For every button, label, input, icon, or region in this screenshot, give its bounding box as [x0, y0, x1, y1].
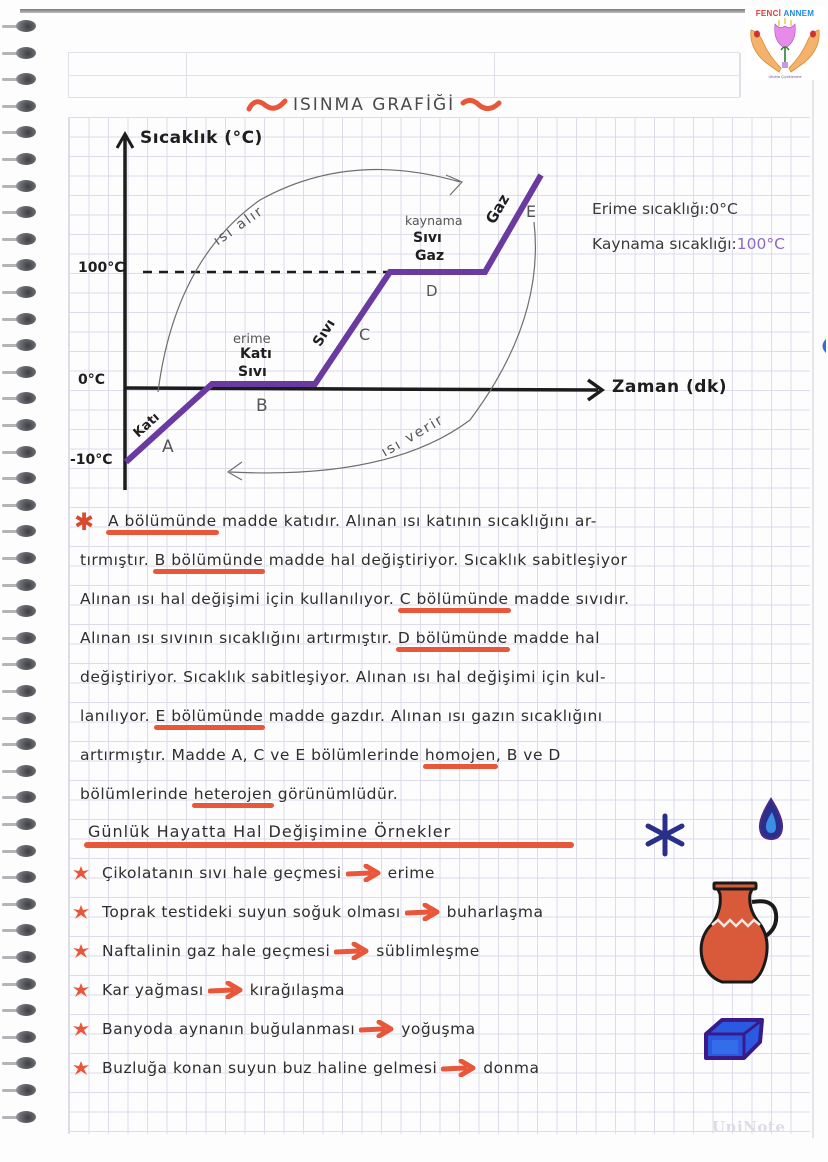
list-item: Buzluğa konan suyun buz haline gelmesi donma: [72, 1053, 540, 1083]
x-axis-label: Zaman (dk): [612, 377, 728, 397]
clay-jug-icon: [692, 880, 784, 988]
spiral-ring: [2, 871, 36, 884]
spiral-hole: [16, 924, 36, 936]
highlight-underline: B bölümünde: [154, 551, 264, 569]
paragraph-line: A bölümünde madde katıdır. Alınan ısı katının sıcaklığını ar-: [108, 512, 597, 530]
spiral-ring: [2, 552, 36, 565]
spiral-hole: [16, 1111, 36, 1123]
x-axis: [125, 388, 598, 390]
spiral-ring: [2, 605, 36, 618]
highlight-underline: homojen: [424, 746, 496, 764]
spiral-ring: [2, 845, 36, 858]
spiral-hole: [16, 658, 36, 670]
highlight-underline: heterojen: [193, 785, 273, 803]
segment-b-note: erime: [233, 332, 271, 347]
spiral-hole: [16, 738, 36, 750]
list-item: Banyoda aynanın buğulanması yoğuşma: [72, 1014, 476, 1044]
segment-e-letter: E: [526, 202, 537, 221]
segment-e-state: Gaz: [481, 191, 514, 227]
spiral-ring: [2, 632, 36, 645]
melting-point-label: Erime sıcaklığı:: [592, 200, 710, 218]
spiral-ring: [2, 1084, 36, 1097]
segment-a-state: Katı: [130, 410, 163, 441]
list-item: Kar yağması kırağılaşma: [72, 975, 345, 1005]
spiral-hole: [16, 579, 36, 591]
heat-absorb-label: ısı alır: [210, 202, 268, 250]
boiling-point-value: 100°C: [736, 235, 785, 253]
spiral-ring: [2, 1031, 36, 1044]
spiral-hole: [16, 951, 36, 963]
edge-mark-icon: [818, 338, 828, 354]
spiral-ring: [2, 791, 36, 804]
paragraph-line: değiştiriyor. Sıcaklık sabitleşiyor. Alınan ısı hal değişimi için kul-: [80, 668, 607, 686]
paragraph-line: bölümlerinde heterojen görünümlüdür.: [80, 785, 399, 803]
spiral-hole: [16, 499, 36, 511]
spiral-ring: [2, 898, 36, 911]
paragraph-line: artırmıştır. Madde A, C ve E bölümlerinde homojen, B ve D: [80, 746, 561, 764]
list-item: Naftalinin gaz hale geçmesi süblimleşme: [72, 936, 480, 966]
spiral-ring: [2, 924, 36, 937]
segment-d-state-2: Gaz: [415, 248, 445, 264]
heating-curve-line: [126, 175, 541, 462]
logo-title: FENCİ ANNEM: [755, 9, 815, 18]
spiral-hole: [16, 525, 36, 537]
spiral-hole: [16, 685, 36, 697]
spiral-ring: [2, 658, 36, 671]
arrow-right-icon: [346, 864, 382, 882]
spiral-hole: [16, 1031, 36, 1043]
spiral-hole: [16, 978, 36, 990]
examples-heading: Günlük Hayatta Hal Değişimine Örnekler: [88, 822, 452, 841]
paragraph-line: Alınan ısı hal değişimi için kullanılıyor. C bölümünde madde sıvıdır.: [80, 590, 630, 608]
spiral-hole: [16, 1057, 36, 1069]
star-bullet-icon: [72, 1060, 90, 1076]
melting-point-value: 0°C: [709, 200, 738, 218]
boiling-point-note: [592, 235, 785, 253]
melting-point-note: [592, 200, 738, 218]
spiral-hole: [16, 632, 36, 644]
paragraph-line: Alınan ısı sıvının sıcaklığını artırmıştır. D bölümünde madde hal: [80, 629, 601, 647]
highlight-underline: C bölümünde: [399, 590, 509, 608]
spiral-ring: [2, 818, 36, 831]
spiral-hole: [16, 765, 36, 777]
spiral-ring: [2, 1004, 36, 1017]
tick-neg10: -10°C: [70, 452, 113, 468]
watermark: UniNote: [712, 1118, 786, 1136]
spiral-ring: [2, 1111, 36, 1124]
paragraph-line: tırmıştır. B bölümünde madde hal değiştiriyor. Sıcaklık sabitleşiyor: [80, 551, 628, 569]
spiral-ring: [2, 712, 36, 725]
logo-subtitle: Ufukta Çiçeklenme: [768, 75, 802, 79]
examples-heading-underline: [84, 842, 574, 848]
spiral-ring: [2, 685, 36, 698]
spiral-hole: [16, 552, 36, 564]
spiral-hole: [16, 712, 36, 724]
segment-a-letter: A: [162, 437, 174, 457]
ice-cube-icon: [700, 1012, 766, 1062]
y-axis-label: Sıcaklık (°C): [140, 128, 263, 148]
arrow-right-icon: [208, 981, 244, 999]
spiral-ring: [2, 499, 36, 512]
spiral-hole: [16, 1084, 36, 1096]
star-bullet-icon: [72, 904, 90, 920]
spiral-ring: [2, 579, 36, 592]
segment-d-state-1: Sıvı: [413, 230, 442, 246]
title-text: ISINMA GRAFİĞİ: [293, 95, 456, 115]
highlight-underline: D bölümünde: [397, 629, 508, 647]
paragraph-line: lanılıyor. E bölümünde madde gazdır. Alınan ısı gazın sıcaklığını: [80, 707, 603, 725]
star-bullet-icon: [72, 982, 90, 998]
segment-d-note: kaynama: [405, 213, 463, 228]
heat-absorb-arc: [158, 170, 460, 392]
spiral-ring: [2, 765, 36, 778]
spiral-ring: [2, 951, 36, 964]
star-bullet-icon: [72, 943, 90, 959]
arrow-right-icon: [405, 903, 441, 921]
spiral-hole: [16, 791, 36, 803]
heat-absorb-arrow-icon: [446, 175, 462, 195]
star-bullet-icon: [72, 1021, 90, 1037]
segment-b-letter: B: [256, 396, 268, 416]
highlight-underline: A bölümünde: [108, 512, 217, 530]
segment-b-state-1: Katı: [240, 346, 272, 362]
segment-d-letter: D: [426, 282, 438, 300]
arrow-right-icon: [441, 1059, 477, 1077]
arrow-right-icon: [359, 1020, 395, 1038]
segment-c-state: Sıvı: [309, 316, 339, 350]
heat-release-label: ısı verir: [378, 411, 448, 461]
spiral-hole: [16, 1004, 36, 1016]
spiral-ring: [2, 978, 36, 991]
arrow-right-icon: [334, 942, 370, 960]
water-drop-icon: [755, 796, 787, 842]
spiral-ring: [2, 525, 36, 538]
tick-100: 100°C: [78, 260, 125, 276]
paragraph-star-icon: ✱: [74, 508, 95, 536]
segment-c-letter: C: [359, 325, 371, 344]
spiral-hole: [16, 818, 36, 830]
heat-release-arrow-icon: [228, 462, 242, 480]
spiral-ring: [2, 738, 36, 751]
highlight-underline: E bölümünde: [155, 707, 264, 725]
list-item: Toprak testideki suyun soğuk olması buharlaşma: [72, 897, 543, 927]
list-item: Çikolatanın sıvı hale geçmesi erime: [72, 858, 435, 888]
star-bullet-icon: [72, 865, 90, 881]
segment-b-state-2: Sıvı: [238, 364, 267, 380]
spiral-hole: [16, 845, 36, 857]
snowflake-icon: [640, 810, 690, 860]
tick-0: 0°C: [78, 372, 106, 388]
spiral-ring: [2, 1057, 36, 1070]
spiral-hole: [16, 871, 36, 883]
spiral-hole: [16, 605, 36, 617]
spiral-hole: [16, 898, 36, 910]
boiling-point-label: Kaynama sıcaklığı:: [592, 235, 737, 253]
